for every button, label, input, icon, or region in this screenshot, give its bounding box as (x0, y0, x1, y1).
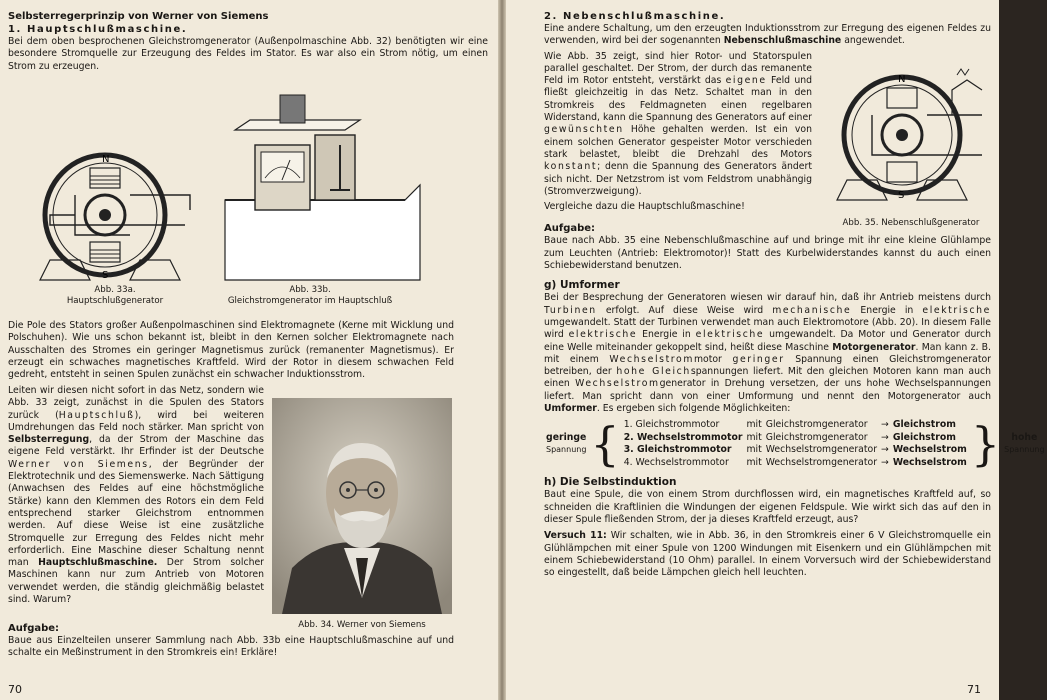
left-brace: { (590, 417, 620, 472)
text-run: erfolgt. Auf diese Weise wird (596, 304, 773, 316)
text-run: umgewandelt. Da Motor und Generator durch eine Welle miteinander gekoppelt sind, heißt diese Maschine (544, 329, 991, 353)
figure-33b (225, 90, 425, 280)
term-umformer: Umformer (544, 403, 597, 415)
subheading-nebenschluss: 2. Nebenschlußmaschine. (544, 11, 726, 22)
text-run: umgewandelt. Statt der Turbinen verwendet man auch Elektromotore (Abb. 20). In diesem Falle wird (544, 316, 991, 341)
row2-mit: mit (746, 431, 762, 443)
text-run: Höhe gehalten werden. Ist ein von einem solchen Generator gespeister Motor verschieden stark belastet, bleibt die Drehzahl des Motors (544, 124, 812, 160)
text-run: generator in Drehung versetzen, der uns hohe Wechselspannungen liefert. Man spricht dann von einer Umformung und nennt den Motorgenerator auch (544, 378, 991, 402)
portrait-drawing (272, 398, 452, 614)
text-run: Bei der Besprechung der Generatoren wiesen wir darauf hin, daß ihr Antrieb meistens durch (544, 292, 991, 304)
text-spaced: Wechselstrom (609, 353, 694, 365)
experiment-text: Wir schalten, wie in Abb. 36, in den Stromkreis einer 6 V Gleichstromquelle ein Glühlämpchen mit einer Spule von 1200 Windungen mit Eisenkern und ein Glühlämpchen mit einem Schiebewiderstand (10 Ohm) parallel. In einem Vorversuch wird der Schiebewiderstand so eingestellt, daß beide Lämpchen gleich hell leuchten. (544, 530, 991, 579)
nebenschluss-intro (544, 23, 991, 48)
term-motorgenerator: Motorgenerator (832, 341, 916, 353)
row1-result: Gleichstrom (892, 419, 956, 431)
term-selbsterregung: Selbsterregung (8, 434, 90, 446)
low-voltage-label (544, 419, 588, 469)
experiment-heading: Versuch 11: (544, 530, 607, 542)
term-nebenschlussmaschine: Nebenschlußmaschine (723, 35, 842, 47)
task-heading: Aufgabe: (544, 223, 596, 235)
text-run: , der Begründer der Elektrotechnik und des Siemenswerke. Nach Sättigung (Anwachsen des Feldes auf eine höchstmögliche Stärke) kann den Klemmen des Rotors ein dem Feld entsprechend starker Gleichstrom entnommen werden. Auf diese Weise ist eine zusätzliche Stromquelle zur Erregung des Feldes nicht mehr erforderlich. Eine Maschine dieser Schaltung nennt man (8, 458, 265, 569)
text-spaced: elektrische (568, 329, 638, 341)
right-page (506, 0, 1045, 700)
row2-motor: 2. Wechselstrommotor (623, 431, 743, 443)
text-run: . Man kann z. B. mit einem (544, 341, 991, 365)
section-heading: Selbsterregerprinzip von Werner von Siemens (8, 11, 269, 22)
text-spaced: geringer (732, 353, 785, 365)
row1-mit: mit (746, 419, 762, 431)
row4-mit: mit (746, 456, 762, 468)
high-label: hohe (1011, 431, 1038, 443)
row2-result: Gleichstrom (892, 431, 956, 443)
row3-arrow: → (881, 444, 889, 456)
task-block-right (544, 222, 991, 272)
row3-mit: mit (746, 444, 762, 456)
caption-33a-title: Hauptschlußgenerator (66, 296, 164, 306)
row1-generator: Gleichstromgenerator (765, 419, 868, 431)
row4-arrow: → (881, 456, 889, 468)
text-run: ; denn die Spannung des Generators ändert sich nicht. Der Netzstrom ist vom Feldstrom unabhängig (Stromverzweigung). (544, 161, 812, 197)
section-selbstinduktion: h) Die Selbstinduktion (544, 476, 677, 489)
text-run: Wie Abb. 35 zeigt, sind hier Rotor- und Statorspulen parallel geschaltet. Der Strom, der durch das remanente Feld im Rotor entsteht, verstärkt das (544, 50, 812, 87)
umformer-paragraph (544, 292, 991, 415)
nebenschluss-paragraph (544, 51, 812, 199)
compare-note: Vergleiche dazu die Hauptschlußmaschine! (544, 201, 745, 213)
portrait-photo (272, 398, 452, 614)
text-run: Spannung einen Gleichstromgenerator betreiben, der (544, 353, 991, 378)
page-number-right: 71 (967, 683, 981, 696)
low-label: geringe (546, 431, 587, 443)
text-spaced: mechanische (772, 304, 852, 316)
north-label: N (102, 154, 110, 165)
poles-paragraph: Die Pole des Stators großer Außenpolmaschinen sind Elektromagnete (Kerne mit Wicklung und Polschuhen). Wie uns schon bekannt ist, bleibt in den Kernen solcher Elektromagnete nach Ausschalten des Stromes ein geringer Magnetismus zurück (remanenter Magnetismus). Er erzeugt ein schwaches magnetisches Kraftfeld. Wird der Rotor in diesem schwachen Feld gedreht, entsteht in seinen Spulen zunächst ein schwacher Induktionsstrom. (8, 320, 454, 381)
row3-motor: 3. Gleichstrommotor (623, 444, 732, 456)
south-label: S (898, 190, 905, 201)
task-text: Baue nach Abb. 35 eine Nebenschlußmaschine auf und bringe mit ihr eine kleine Glühlampe zum Leuchten (Antrieb: Elektromotor)! Statt des Kurbelwiderstandes kannst du auch einen Schiebewiderstand benutzen. (544, 235, 991, 272)
task-block-left (8, 622, 454, 660)
south-label: S (102, 270, 109, 281)
generator-diagram (30, 140, 200, 290)
caption-35: Abb. 35. Nebenschlußgenerator (842, 218, 980, 228)
text-spaced: elektrische (922, 304, 991, 316)
caption-33b (210, 285, 410, 307)
caption-33a (10, 285, 220, 307)
section-umformer: g) Umformer (544, 279, 620, 292)
text-run: Leiten wir diesen nicht sofort in das Netz, sondern wie Abb. 33 zeigt, zunächst in die Spulen des Stators zurück ( (8, 385, 264, 421)
caption-33b-number: Abb. 33b. (289, 285, 331, 295)
row4-motor: 4. Wechselstrommotor (623, 456, 729, 468)
text-spaced: Hauptschluß (58, 409, 135, 421)
book-gutter (498, 0, 506, 700)
north-label: N (898, 74, 906, 85)
text-run: Eine andere Schaltung, um den erzeugten Induktionsstrom zur Erregung des eigenen Feldes zu verwenden, wird bei der sogenannten (544, 23, 991, 47)
caption-33b-title: Gleichstromgenerator im Hauptschluß (227, 296, 393, 306)
low-sub: Spannung (546, 445, 587, 455)
text-run: angewendet. (841, 35, 905, 47)
text-run: ), wird bei weiteren Umdrehungen das Feld noch stärker. Man spricht von (8, 409, 264, 433)
subheading-hauptschluss: 1. Hauptschlußmaschine. (8, 24, 188, 35)
text-spaced: Turbinen (544, 304, 597, 316)
conversion-table (544, 417, 1047, 472)
caption-33a-number: Abb. 33a. (94, 285, 136, 295)
experiment-11 (544, 530, 991, 579)
text-run: Energie in (637, 329, 696, 341)
text-spaced: eigene (725, 75, 767, 87)
text-spaced: Wechselstrom (575, 378, 660, 390)
left-page (0, 0, 498, 700)
selbsterregung-paragraph (8, 385, 264, 606)
text-spaced: elektrische (695, 329, 765, 341)
text-run: Der Strom solcher Maschinen kann nur zum Antrieb von Motoren verwendet werden, die ständig gleichmäßig belastet sind. Warum? (8, 557, 264, 606)
high-sub: Spannung (1004, 445, 1045, 455)
row3-generator: Wechselstromgenerator (765, 444, 878, 456)
text-run: spannungen liefert. Mit den gleichen Motoren kann man auch einen (544, 366, 992, 390)
high-voltage-label (1002, 419, 1046, 469)
task-heading: Aufgabe: (8, 623, 60, 634)
caption-34: Abb. 34. Werner von Siemens (298, 620, 426, 630)
text-run: Energie in (851, 304, 923, 316)
intro-paragraph: Bei dem oben besprochenen Gleichstromgenerator (Außenpolmaschine Abb. 32) benötigten wir eine besondere Stromquelle zur Erzeugung des Feldes im Stator. Es war also ein Strom nötig, um einen Strom zu erzeugen. (8, 36, 488, 72)
row3-result: Wechselstrom (892, 444, 967, 456)
right-brace: } (970, 417, 1001, 472)
selbstinduktion-paragraph: Baut eine Spule, die von einem Strom durchflossen wird, ein magnetisches Kraftfeld auf, so schneiden die Kraftlinien die Windungen der eigenen Feldspule. Wie wirkt sich das auf den in dieser Spule fließenden Strom, der ja dieses Kraftfeld erzeugt, aus? (544, 489, 991, 525)
text-spaced: hohe Gleich (616, 366, 691, 378)
text-run: Feld und fließt gleichzeitig in das Netz. Schaltet man in den Stromkreis des Feldmagneten einen regelbaren Widerstand, kann die Spannung des Generators auf einer (544, 75, 812, 124)
text-run: motor (693, 353, 733, 365)
row4-generator: Wechselstromgenerator (765, 456, 878, 468)
row2-arrow: → (881, 431, 889, 443)
figure-35 (832, 60, 992, 220)
text-spaced: konstant (544, 161, 598, 173)
text-run: , da der Strom der Maschine das eigene Feld verstärkt. Ihr Erfinder ist der Deutsche (8, 434, 264, 458)
text-run: . Es ergeben sich folgende Möglichkeiten: (596, 403, 791, 415)
text-spaced: gewünschten (544, 124, 624, 136)
apparatus-drawing (225, 90, 425, 280)
row1-arrow: → (881, 419, 889, 431)
term-hauptschlussmaschine: Hauptschlußmaschine. (38, 557, 158, 569)
row1-motor: 1. Gleichstrommotor (623, 419, 720, 431)
page-number-left: 70 (8, 683, 22, 696)
name-werner-von-siemens: Werner von Siemens (8, 458, 149, 470)
row2-generator: Gleichstromgenerator (765, 431, 868, 443)
row4-result: Wechselstrom (892, 456, 967, 468)
nebenschluss-diagram (832, 60, 992, 210)
task-text: Baue aus Einzelteilen unserer Sammlung nach Abb. 33b eine Hauptschlußmaschine auf und schalte ein Meßinstrument in den Stromkreis ein! Erkläre! (8, 635, 454, 659)
